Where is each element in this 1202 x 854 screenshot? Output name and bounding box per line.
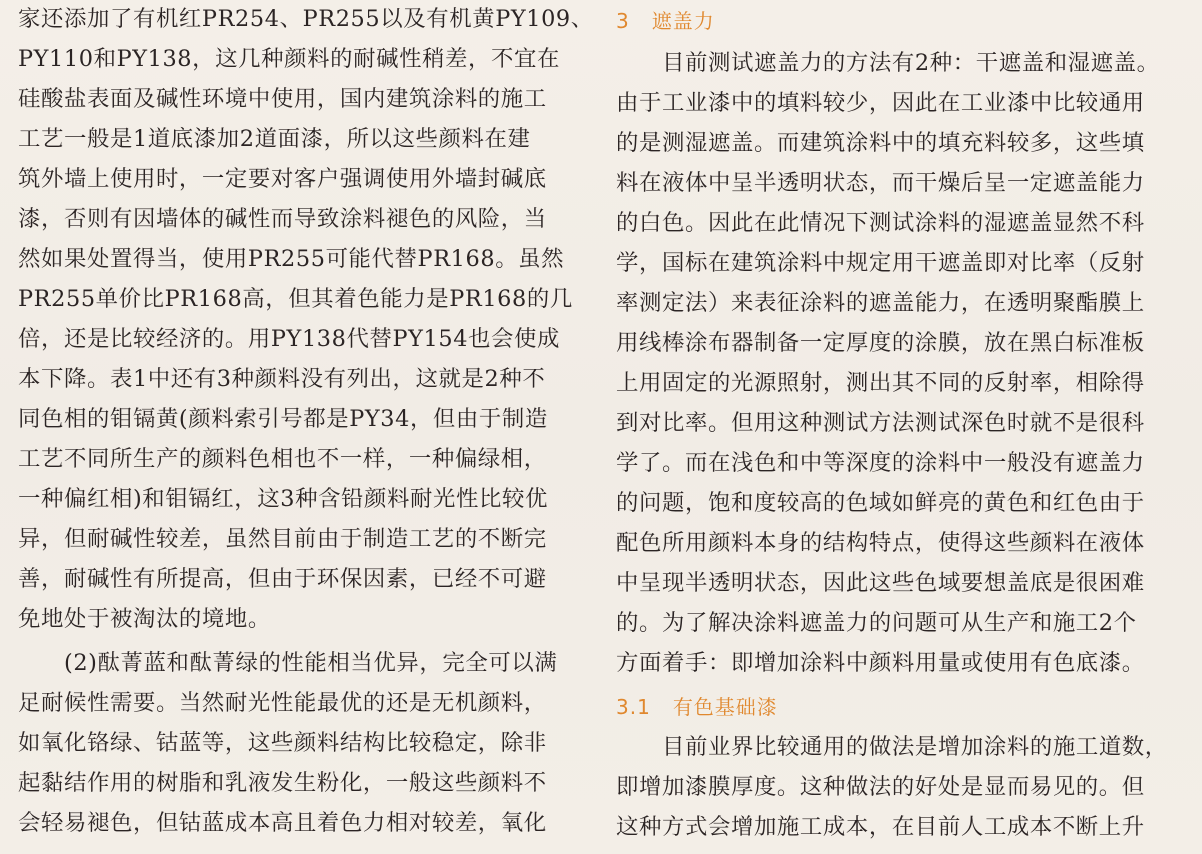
text-line: 一种偏红相)和钼镉红，这3种含铅颜料耐光性比较优	[18, 486, 548, 512]
text-line: 工艺不同所生产的颜料色相也不一样，一种偏绿相，	[18, 446, 547, 472]
paragraph-start-line: 目前测试遮盖力的方法有2种：干遮盖和湿遮盖。	[662, 50, 1160, 76]
text-line: 上用固定的光源照射，测出其不同的反射率，相除得	[616, 370, 1145, 396]
text-line: 漆，否则有因墙体的碱性而导致涂料褪色的风险，当	[18, 206, 547, 232]
text-line: 异，但耐碱性较差，虽然目前由于制造工艺的不断完	[18, 526, 547, 552]
right-column	[616, 0, 1182, 854]
text-line: 的是测湿遮盖。而建筑涂料中的填充料较多，这些填	[616, 130, 1145, 156]
text-line: 工艺一般是1道底漆加2道面漆，所以这些颜料在建	[18, 126, 531, 152]
text-line: 用线棒涂布器制备一定厚度的涂膜，放在黑白标准板	[616, 330, 1145, 356]
text-line: 的问题，饱和度较高的色域如鲜亮的黄色和红色由于	[616, 490, 1145, 516]
subsection-heading	[616, 690, 778, 724]
text-line: 方面着手：即增加涂料中颜料用量或使用有色底漆。	[616, 650, 1145, 676]
text-line: 即增加漆膜厚度。这种做法的好处是显而易见的。但	[616, 774, 1145, 800]
text-line: 学，国标在建筑涂料中规定用干遮盖即对比率（反射	[616, 250, 1145, 276]
section-title: 遮盖力	[651, 9, 715, 33]
text-line: 家还添加了有机红PR254、PR255以及有机黄PY109、	[18, 6, 594, 32]
text-line: 的。为了解决涂料遮盖力的问题可从生产和施工2个	[616, 610, 1137, 636]
text-line: 足耐候性需要。当然耐光性能最优的还是无机颜料，	[18, 690, 547, 716]
text-line: 这种方式会增加施工成本，在目前人工成本不断上升	[616, 814, 1145, 840]
left-column	[18, 0, 594, 854]
text-line: 配色所用颜料本身的结构特点，使得这些颜料在液体	[616, 530, 1145, 556]
text-line: 起黏结作用的树脂和乳液发生粉化，一般这些颜料不	[18, 770, 547, 796]
paragraph-start-line: (2)酞菁蓝和酞菁绿的性能相当优异，完全可以满	[64, 650, 558, 676]
section-heading	[616, 4, 715, 38]
text-line: 如氧化铬绿、钴蓝等，这些颜料结构比较稳定，除非	[18, 730, 547, 756]
text-line: 善，耐碱性有所提高，但由于环保因素，已经不可避	[18, 566, 547, 592]
text-line: 到对比率。但用这种测试方法测试深色时就不是很科	[616, 410, 1145, 436]
text-line: 免地处于被淘汰的境地。	[18, 606, 271, 632]
text-line: PY110和PY138，这几种颜料的耐碱性稍差，不宜在	[18, 46, 561, 72]
text-line: 硅酸盐表面及碱性环境中使用，国内建筑涂料的施工	[18, 86, 547, 112]
text-line: 然如果处置得当，使用PR255可能代替PR168。虽然	[18, 246, 565, 272]
text-line: 倍，还是比较经济的。用PY138代替PY154也会使成	[18, 326, 561, 352]
subsection-number: 3.1	[616, 695, 651, 719]
text-line: PR255单价比PR168高，但其着色能力是PR168的几	[18, 286, 573, 312]
subsection-title: 有色基础漆	[672, 695, 778, 719]
section-number: 3	[616, 9, 630, 33]
paragraph-start-line: 目前业界比较通用的做法是增加涂料的施工道数，	[662, 734, 1168, 760]
text-line: 的白色。因此在此情况下测试涂料的湿遮盖显然不科	[616, 210, 1145, 236]
text-line: 学了。而在浅色和中等深度的涂料中一般没有遮盖力	[616, 450, 1145, 476]
text-line: 率测定法）来表征涂料的遮盖能力，在透明聚酯膜上	[616, 290, 1145, 316]
text-line: 由于工业漆中的填料较少，因此在工业漆中比较通用	[616, 90, 1145, 116]
text-line: 料在液体中呈半透明状态，而干燥后呈一定遮盖能力	[616, 170, 1145, 196]
text-line: 中呈现半透明状态，因此这些色域要想盖底是很困难	[616, 570, 1145, 596]
text-line: 本下降。表1中还有3种颜料没有列出，这就是2种不	[18, 366, 546, 392]
text-line: 同色相的钼镉黄(颜料索引号都是PY34，但由于制造	[18, 406, 548, 432]
text-line: 会轻易褪色，但钴蓝成本高且着色力相对较差，氧化	[18, 810, 547, 836]
text-line: 筑外墙上使用时，一定要对客户强调使用外墙封碱底	[18, 166, 547, 192]
